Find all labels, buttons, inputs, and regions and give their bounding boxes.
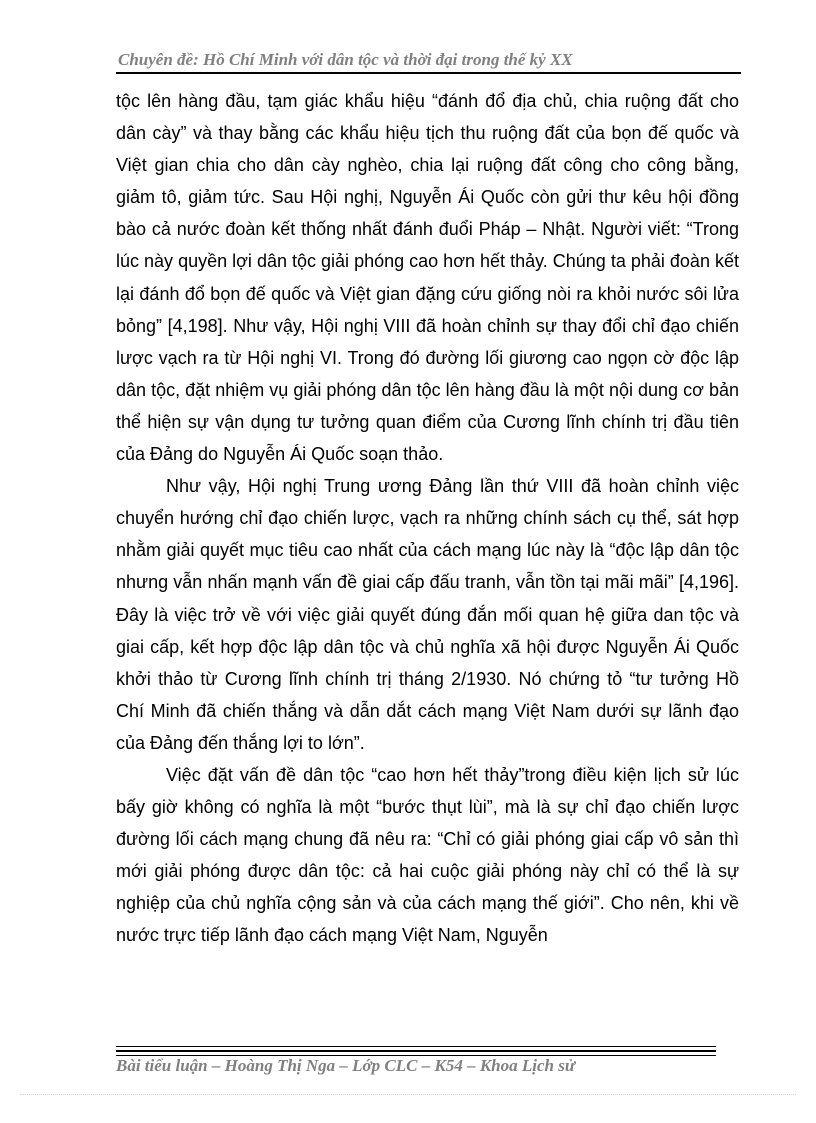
body-paragraph: tộc lên hàng đầu, tạm giác khẩu hiệu “đánh đổ địa chủ, chia ruộng đất cho dân cày” và thay bằng các khẩu hiệu tịch thu ruộng đất của bọn đế quốc và Việt gian chia cho dân cày nghèo, chia lại ruộng đất công cho công bằng, giảm tô, giảm tức. Sau Hội nghị, Nguyễn Ái Quốc còn gửi thư kêu hội đồng bào cả nước đoàn kết thống nhất đánh đuổi Pháp – Nhật. Người viết: “Trong lúc này quyền lợi dân tộc giải phóng cao hơn hết thảy. Chúng ta phải đoàn kết lại đánh đổ bọn đế quốc và Việt gian đặng cứu giống nòi ra khỏi nước sôi lửa bỏng” [4,198]. Như vậy, Hội nghị VIII đã hoàn chỉnh sự thay đổi chỉ đạo chiến lược vạch ra từ Hội nghị VI. Trong đó đường lối giương cao ngọn cờ độc lập dân tộc, đặt nhiệm vụ giải phóng dân tộc lên hàng đầu là một nội dung cơ bản thể hiện sự vận dụng tư tưởng quan điểm của Cương lĩnh chính trị đầu tiên của Đảng do Nguyễn Ái Quốc soạn thảo.	[116, 91, 739, 465]
body-paragraph: Việc đặt vấn đề dân tộc “cao hơn hết thảy”trong điều kiện lịch sử lúc bấy giờ không có nghĩa là một “bước thụt lùi”, mà là sự chỉ đạo chiến lược đường lối cách mạng chung đã nêu ra: “Chỉ có giải phóng giai cấp vô sản thì mới giải phóng được dân tộc: cả hai cuộc giải phóng này chỉ có thể là sự nghiệp của chủ nghĩa cộng sản và của cách mạng thế giới”. Cho nên, khi về nước trực tiếp lãnh đạo cách mạng Việt Nam, Nguyễn	[116, 764, 739, 946]
page-edge-divider	[20, 1094, 796, 1095]
page-header	[116, 48, 741, 74]
footer-divider	[116, 1046, 716, 1047]
page-footer: Bài tiểu luận – Hoàng Thị Nga – Lớp CLC – K54 – Khoa Lịch sử	[116, 1056, 576, 1075]
footer-divider	[116, 1050, 716, 1052]
header-title: Chuyên đề: Hồ Chí Minh với dân tộc và thời đại trong thế kỷ XX	[118, 50, 573, 69]
body-paragraph: Như vậy, Hội nghị Trung ương Đảng lần thứ VIII đã hoàn chỉnh việc chuyển hướng chỉ đạo chiến lược, vạch ra những chính sách cụ thể, sát hợp nhằm giải quyết mục tiêu cao nhất của cách mạng lúc này là “độc lập dân tộc nhưng vẫn nhấn mạnh vấn đề giai cấp đấu tranh, vẫn tồn tại mãi mãi” [4,196]. Đây là việc trở về với việc giải quyết đúng đắn mối quan hệ giữa dan tộc và giai cấp, kết hợp độc lập dân tộc và chủ nghĩa xã hội được Nguyễn Ái Quốc khởi thảo từ Cương lĩnh chính trị tháng 2/1930. Nó chứng tỏ “tư tưởng Hồ Chí Minh đã chiến thắng và dẫn dắt cách mạng Việt Nam dưới sự lãnh đạo của Đảng đến thắng lợi to lớn”.	[116, 476, 739, 753]
document-body	[116, 85, 739, 952]
